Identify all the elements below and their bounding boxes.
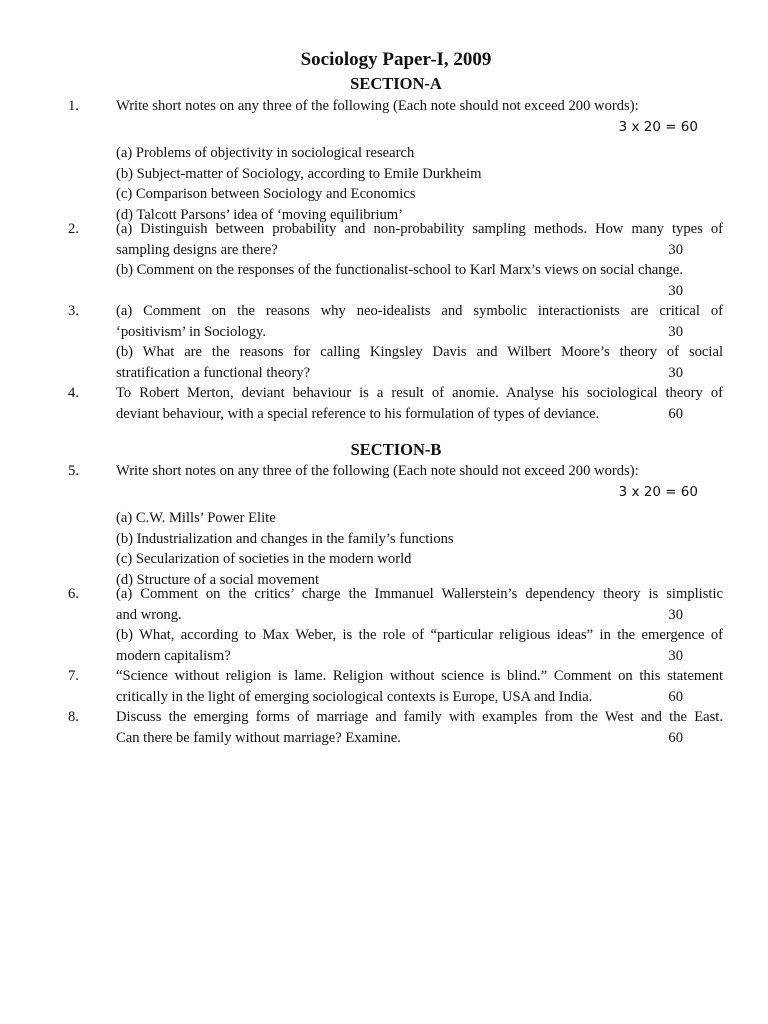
question-6a-text-end: and wrong.	[116, 606, 182, 623]
question-6b-marks: 30	[668, 647, 683, 664]
question-1	[116, 96, 723, 225]
question-1-option-a: (a) Problems of objectivity in sociological research	[116, 145, 415, 161]
question-5-option-c: (c) Secularization of societies in the modern world	[116, 551, 412, 567]
question-2a-line-1: (a) Distinguish between probability and non-probability sampling methods. How many types of	[116, 221, 723, 237]
question-2b-marks: 30	[668, 282, 683, 299]
section-b-heading: SECTION-B	[350, 440, 442, 459]
question-4	[116, 383, 723, 424]
question-1-option-c: (c) Comparison between Sociology and Economics	[116, 186, 416, 202]
question-4-text-end: deviant behaviour, with a special reference to his formulation of types of deviance.	[116, 405, 600, 422]
question-7-line-1: “Science without religion is lame. Religion without science is blind.” Comment on this statement	[116, 668, 723, 684]
question-2a-text-end: sampling designs are there?	[116, 241, 278, 258]
question-7-line-2	[116, 687, 683, 708]
question-number-2: 2.	[68, 221, 79, 237]
question-1-marks: 3 x 20 = 60	[618, 118, 698, 135]
question-6a-marks: 30	[668, 606, 683, 623]
question-3b-text-end: stratification a functional theory?	[116, 364, 311, 381]
section-a-heading: SECTION-A	[350, 74, 442, 93]
question-6b-line-1: (b) What, according to Max Weber, is the role of “particular religious ideas” in the emergence of	[116, 627, 723, 643]
question-3	[116, 301, 723, 383]
question-number-7: 7.	[68, 668, 79, 684]
question-3a-line-1: (a) Comment on the reasons why neo-idealists and symbolic interactionists are critical of	[116, 303, 723, 319]
question-5-option-a: (a) C.W. Mills’ Power Elite	[116, 510, 276, 526]
question-5-intro: Write short notes on any three of the following (Each note should not exceed 200 words):	[116, 463, 639, 479]
question-4-line-2	[116, 404, 683, 425]
question-number-6: 6.	[68, 586, 79, 602]
question-2a-marks: 30	[668, 241, 683, 258]
question-3a-text-end: ‘positivism’ in Sociology.	[116, 323, 266, 340]
question-6a-line-2	[116, 605, 683, 626]
question-2b-line-1: (b) Comment on the responses of the functionalist-school to Karl Marx’s views on social change.	[116, 262, 684, 278]
question-5-option-b: (b) Industrialization and changes in the family’s functions	[116, 530, 454, 547]
question-number-1: 1.	[68, 98, 79, 114]
question-5-marks: 3 x 20 = 60	[618, 483, 698, 500]
question-1-option-d: (d) Talcott Parsons’ idea of ‘moving equilibrium’	[116, 206, 404, 223]
question-8	[116, 707, 723, 748]
question-3a-line-2	[116, 322, 683, 343]
question-6b-line-2	[116, 646, 683, 667]
question-number-5: 5.	[68, 463, 79, 479]
question-2	[116, 219, 723, 301]
question-8-line-1: Discuss the emerging forms of marriage and family with examples from the West and the East.	[116, 709, 723, 725]
question-3b-marks: 30	[668, 364, 683, 381]
question-1-option-b: (b) Subject-matter of Sociology, according to Emile Durkheim	[116, 165, 482, 182]
question-3b-line-1: (b) What are the reasons for calling Kingsley Davis and Wilbert Moore’s theory of social	[116, 344, 723, 360]
question-2b-marks-line	[116, 281, 683, 302]
question-4-marks: 60	[668, 405, 683, 422]
question-7-text-end: critically in the light of emerging sociological contexts is Europe, USA and India.	[116, 688, 593, 705]
question-number-8: 8.	[68, 709, 79, 725]
question-4-line-1: To Robert Merton, deviant behaviour is a result of anomie. Analyse his sociological theory of	[116, 385, 723, 401]
question-8-marks: 60	[668, 729, 683, 746]
question-number-3: 3.	[68, 303, 79, 319]
question-6a-line-1: (a) Comment on the critics’ charge the Immanuel Wallerstein’s dependency theory is simplistic	[116, 586, 723, 602]
question-6b-text-end: modern capitalism?	[116, 647, 231, 664]
question-8-line-2	[116, 728, 683, 749]
question-2a-line-2	[116, 240, 683, 261]
question-8-text-end: Can there be family without marriage? Examine.	[116, 729, 401, 746]
question-3a-marks: 30	[668, 323, 683, 340]
question-1-intro: Write short notes on any three of the following (Each note should not exceed 200 words):	[116, 98, 639, 114]
question-number-4: 4.	[68, 385, 79, 401]
question-6	[116, 584, 723, 666]
question-5	[116, 461, 723, 590]
page-title: Sociology Paper-I, 2009	[300, 49, 492, 70]
question-3b-line-2	[116, 363, 683, 384]
question-5-option-d: (d) Structure of a social movement	[116, 571, 320, 588]
question-7	[116, 666, 723, 707]
question-7-marks: 60	[668, 688, 683, 705]
